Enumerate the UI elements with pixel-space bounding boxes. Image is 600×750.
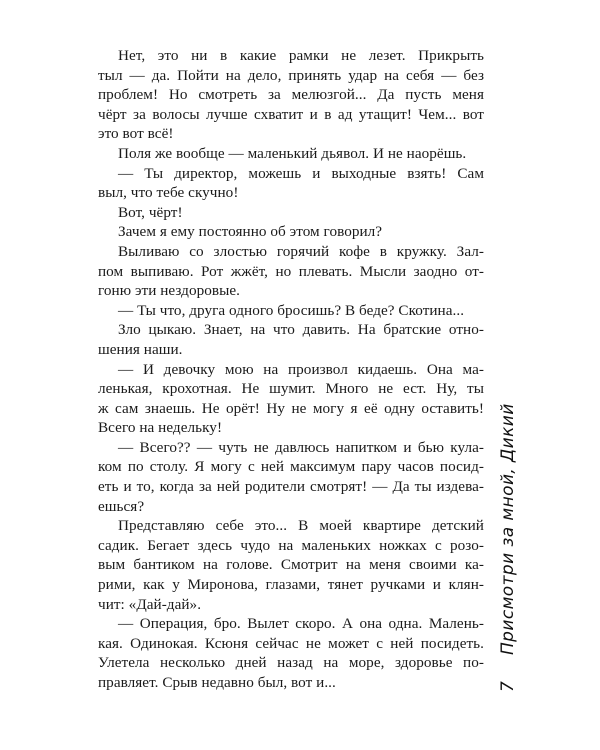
text-line: ешься?: [98, 497, 145, 515]
text-line: кая. Одинокая. Ксюня сейчас не может с ней посидеть.: [98, 634, 484, 652]
text-line: чит: «Дай-дай».: [98, 595, 202, 613]
text-line: это вот всё!: [98, 125, 174, 143]
text-line: Выливаю со злостью горячий кофе в кружку. Зал-: [118, 242, 484, 260]
text-line: Всего на недельку!: [98, 419, 223, 437]
paragraph: [98, 516, 484, 614]
text-line: Улетела несколько дней назад на море, здоровье по-: [98, 654, 484, 672]
paragraph: [98, 46, 484, 144]
text-line: тыл — да. Пойти на дело, принять удар на себя — без: [98, 66, 484, 84]
paragraph: [98, 164, 484, 203]
text-line: ленькая, крохотная. Не шумит. Много не ест. Ну, ты: [98, 380, 484, 398]
text-line: — Ты что, друга одного бросишь? В беде? Скотина...: [118, 301, 465, 319]
text-line: Представляю себе это... В моей квартире детский: [118, 517, 484, 535]
text-line: Нет, это ни в какие рамки не лезет. Прикрыть: [118, 47, 484, 64]
text-line: — Всего?? — чуть не давлюсь напитком и бью кула-: [118, 438, 484, 456]
paragraph: [98, 242, 484, 301]
text-line: Зло цыкаю. Знает, на что давить. На братские отно-: [118, 321, 484, 339]
paragraph: [98, 222, 484, 242]
paragraph: [98, 614, 484, 692]
text-line: шения наши.: [98, 340, 183, 358]
running-title: Присмотри за мной, Дикий: [498, 403, 518, 655]
text-line: — Операция, бро. Вылет скоро. А она одна. Малень-: [118, 615, 484, 633]
text-line: — И девочку мою на произвол кидаешь. Она ма-: [118, 360, 484, 378]
text-line: ком по столу. Я могу с ней максимум пару часов посид-: [98, 458, 484, 476]
text-line: выл, что тебе скучно!: [98, 184, 239, 202]
paragraph: [98, 203, 484, 223]
text-line: еть и то, когда за ней родители смотрят! — Да ты издева-: [98, 478, 484, 496]
paragraph: [98, 320, 484, 359]
text-line: — Ты директор, можешь и выходные взять! Сам: [118, 164, 484, 182]
paragraph: [98, 301, 484, 321]
paragraph: [98, 360, 484, 438]
text-line: вым бантиком на голове. Смотрит на меня своими ка-: [98, 556, 484, 574]
text-line: проблем! Но смотреть за мелюзгой... Да пусть меня: [98, 86, 484, 104]
text-line: гоню эти нездоровые.: [98, 282, 240, 300]
paragraph: [98, 438, 484, 516]
text-line: ж сам знаешь. Не орёт! Ну не могу я её одну оставить!: [98, 399, 484, 417]
text-line: Поля же вообще — маленький дьявол. И не наорёшь.: [118, 144, 467, 162]
text-line: Зачем я ему постоянно об этом говорил?: [118, 223, 383, 241]
text-line: пом выпиваю. Рот жжёт, но плевать. Мысли заодно от-: [98, 262, 484, 280]
text-line: чёрт за волосы лучше схватит и в ад утащит! Чем... вот: [98, 105, 484, 123]
text-line: правляет. Срыв недавно был, вот и...: [98, 674, 336, 691]
page-number: 7: [498, 681, 518, 692]
body-text: [98, 46, 484, 693]
text-line: Вот, чёрт!: [118, 203, 183, 221]
text-line: рими, как у Миронова, глазами, тянет ручками и клян-: [98, 576, 484, 594]
text-line: садик. Бегает здесь чудо на маленьких ножках с розо-: [98, 536, 484, 554]
paragraph: [98, 144, 484, 164]
